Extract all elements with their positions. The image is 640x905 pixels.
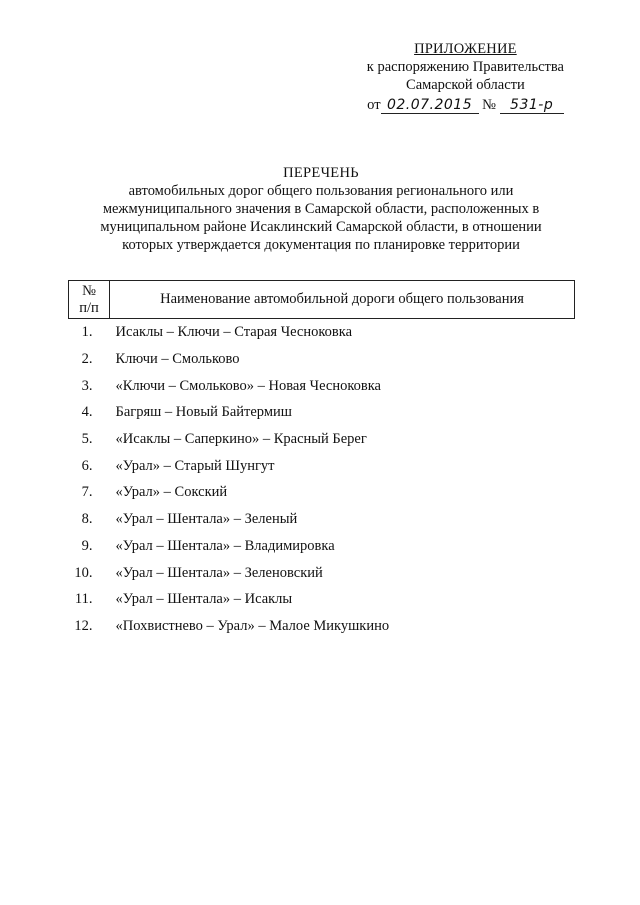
roads-table (68, 280, 575, 639)
row-number: 4. (81, 404, 93, 421)
row-number: 12. (74, 617, 93, 634)
table-row (69, 319, 575, 346)
appendix-line-1: к распоряжению Правительства (366, 59, 564, 75)
table-row (69, 506, 575, 533)
row-number: 2. (81, 351, 93, 368)
row-number: 8. (81, 511, 93, 528)
heading-line: автомобильных дорог общего пользования регионального или (128, 183, 514, 199)
road-name: «Урал» – Сокский (115, 484, 228, 501)
road-name: «Похвистнево – Урал» – Малое Микушкино (115, 617, 390, 634)
road-name: «Урал – Шентала» – Владимировка (115, 537, 335, 554)
table-row (69, 613, 575, 640)
table-row (69, 479, 575, 506)
header-number-cell (69, 281, 110, 319)
heading-title: ПЕРЕЧЕНЬ (283, 165, 359, 181)
road-name: Багряш – Новый Байтермиш (115, 404, 292, 421)
table-row (69, 559, 575, 586)
heading-line: которых утверждается документация по планировке территории (122, 237, 520, 253)
road-name: «Урал – Шентала» – Исаклы (115, 591, 293, 608)
table-row (69, 586, 575, 613)
table-row (69, 399, 575, 426)
road-name: «Урал – Шентала» – Зеленовский (115, 564, 323, 581)
row-number: 5. (81, 431, 93, 448)
handwritten-number: 531-р (500, 97, 564, 114)
road-name: «Урал» – Старый Шунгут (115, 457, 275, 474)
road-name: Исаклы – Ключи – Старая Чесноковка (115, 324, 353, 341)
road-name: «Исаклы – Саперкино» – Красный Берег (115, 431, 367, 448)
row-number: 7. (81, 484, 93, 501)
heading-line: муниципальном районе Исаклинский Самарской области, в отношении (100, 219, 542, 235)
table-row (69, 533, 575, 560)
appendix-reference (367, 96, 564, 114)
appendix-title: ПРИЛОЖЕНИЕ (414, 41, 517, 57)
row-number: 6. (81, 457, 93, 474)
heading-line: межмуниципального значения в Самарской области, расположенных в (102, 201, 540, 217)
row-number: 9. (81, 537, 93, 554)
table-header-row (69, 281, 575, 319)
table-row (69, 426, 575, 453)
row-number: 11. (74, 591, 93, 608)
road-name: «Ключи – Смольково» – Новая Чесноковка (115, 377, 381, 394)
road-name: «Урал – Шентала» – Зеленый (115, 511, 298, 528)
row-number: 10. (74, 564, 93, 581)
road-name: Ключи – Смольково (115, 351, 240, 368)
document-heading (68, 164, 574, 254)
from-label: от (367, 97, 381, 113)
header-name-cell: Наименование автомобильной дороги общего пользования (110, 281, 575, 319)
appendix-block (367, 40, 564, 114)
header-num-symbol: № (82, 282, 96, 299)
number-label: № (482, 97, 497, 113)
appendix-line-2: Самарской области (406, 77, 525, 93)
row-number: 1. (81, 324, 93, 341)
row-number: 3. (81, 377, 93, 394)
handwritten-date: 02.07.2015 (381, 97, 479, 114)
header-num-abbrev: п/п (79, 299, 99, 316)
table-row (69, 346, 575, 373)
table-row (69, 452, 575, 479)
table-row (69, 372, 575, 399)
